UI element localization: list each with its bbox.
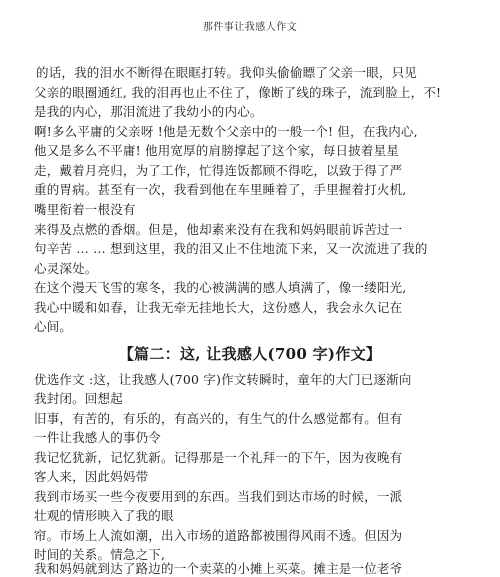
body-line: 时间的关系。情急之下, [34, 547, 166, 562]
body-line: 心间。 [34, 319, 73, 334]
body-line: 父亲的眼圈通红, 我的泪再也止不住了，像断了线的珠子，流到脸上，不! [34, 85, 442, 100]
body-line: 是我的内心，那泪流进了我幼小的内心。 [34, 104, 263, 119]
body-line: 在这个漫天飞雪的寒冬，我的心被满满的感人填满了，像一缕阳光, [34, 280, 407, 295]
body-line: 来得及点燃的香烟。但是，他却素来没有在我和妈妈眼前诉苦过一 [34, 222, 403, 237]
section-title: 【篇二：这, 让我感人(700 字)作文】 [118, 345, 382, 363]
body-line: 我封闭。回想起 [34, 391, 123, 406]
body-line: 客人来，因此妈妈带 [34, 469, 149, 484]
running-header: 那件事让我感人作文 [202, 22, 298, 33]
body-line: 重的胃病。甚至有一次，我看到他在车里睡着了，手里握着打火机, [34, 182, 407, 197]
body-line: 旧事，有苦的，有乐的，有高兴的，有生气的什么感觉都有。但有 [34, 411, 403, 426]
body-line: 一件让我感人的事仍令 [34, 430, 162, 445]
body-line: 走，戴着月亮归，为了工作，忙得连饭都顾不得吃，以致于得了严 [34, 163, 403, 178]
body-line: 句辛苦 … … 想到这里，我的泪又止不住地流下来，又一次流进了我的 [34, 241, 428, 256]
body-line: 我心中暖和如春，让我无牵无挂地长大，这份感人，我会永久记在 [34, 300, 403, 315]
body-line: 心灵深处。 [34, 261, 98, 276]
body-line: 我记忆犹新，记忆犹新。记得那是一个礼拜一的下午，因为夜晚有 [34, 450, 403, 465]
body-line: 啊!多么平庸的父亲呀 !他是无数个父亲中的一般一个! 但，在我内心, [34, 124, 418, 139]
body-line: 的话，我的泪水不断得在眼眶打转。我仰头偷偷瞟了父亲一眼，只见 [36, 65, 418, 80]
body-line: 我到市场买一些今夜要用到的东西。当我们到达市场的时候，一派 [34, 489, 403, 504]
body-line: 嘴里衔着一根没有 [34, 202, 136, 217]
body-line: 他又是多么不平庸! 他用宽厚的肩膀撑起了这个家，每日披着星星 [34, 143, 399, 158]
body-line: 壮观的情形映入了我的眼 [34, 508, 174, 523]
body-line: 我和妈妈就到达了路边的一个卖菜的小摊上买菜。摊主是一位老爷 [34, 561, 403, 576]
body-line: 帘。市场上人流如潮，出入市场的道路都被围得风雨不透。但因为 [34, 528, 403, 543]
body-line: 优选作文 :这，让我感人(700 字)作文转瞬时，童年的大门已逐渐向 [34, 372, 412, 387]
